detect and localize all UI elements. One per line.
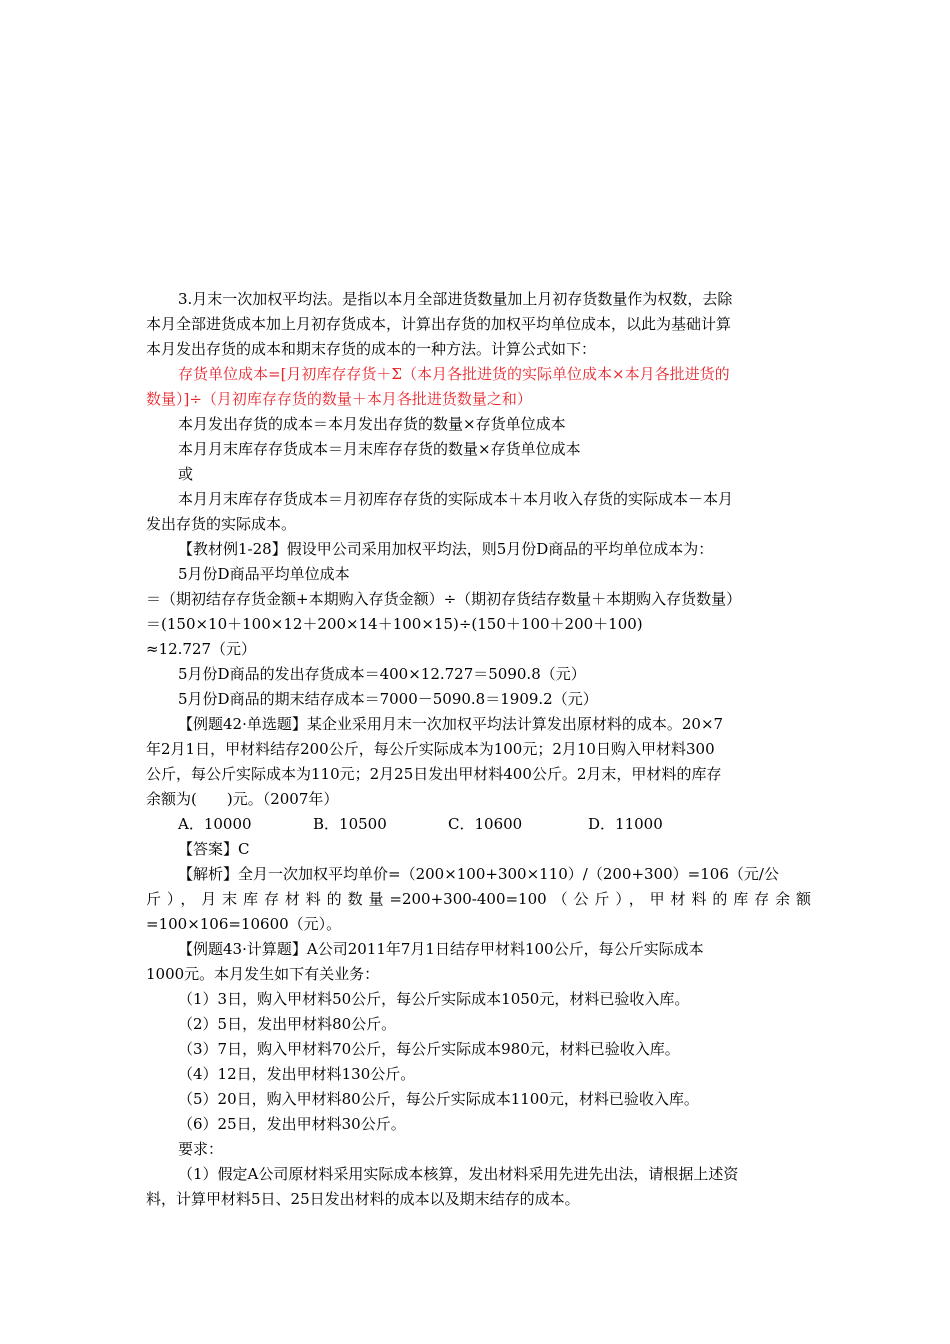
text-line: 本月发出存货的成本＝本月发出存货的数量×存货单位成本 [178,415,566,433]
text-line: 公斤，每公斤实际成本为110元；2月25日发出甲材料400公斤。2月末，甲材料的库存 [146,765,722,783]
text-line: （1）假定A公司原材料采用实际成本核算，发出材料采用先进先出法，请根据上述资 [178,1165,739,1183]
text-line: =100×106=10600（元）。 [146,915,342,933]
answer-options [146,812,811,837]
option-a: A．10000 [178,815,252,833]
text-line: （1）3日，购入甲材料50公斤，每公斤实际成本1050元，材料已验收入库。 [178,990,690,1008]
text-line: 本月月末库存存货成本＝月末库存存货的数量×存货单位成本 [178,440,581,458]
paragraph-block-examples [146,837,811,1212]
text-line: （2）5日，发出甲材料80公斤。 [178,1015,397,1033]
text-line: 【解析】全月一次加权平均单价=（200×100+300×110）/（200+300）=106（元/公 [178,865,779,883]
text-line: ＝(150×10＋100×12＋200×14＋100×15)÷(150＋100＋200＋100) [146,615,643,633]
option-b: B．10500 [313,815,387,833]
text-line: 【例题43·计算题】A公司2011年7月1日结存甲材料100公斤，每公斤实际成本 [178,940,704,958]
text-line: 存货单位成本=[月初库存存货＋Σ（本月各批进货的实际单位成本×本月各批进货的 [178,365,730,383]
text-line: 余额为( )元。（2007年） [146,790,339,808]
text-line: 料，计算甲材料5日、25日发出材料的成本以及期末结存的成本。 [146,1190,580,1208]
text-line: 或 [178,465,194,483]
text-line: （4）12日，发出甲材料130公斤。 [178,1065,416,1083]
text-line: 本月发出存货的成本和期末存货的成本的一种方法。计算公式如下： [146,340,597,358]
text-line: （5）20日，购入甲材料80公斤，每公斤实际成本1100元，材料已验收入库。 [178,1090,699,1108]
text-line: 数量）]÷（月初库存存货的数量＋本月各批进货数量之和） [146,390,532,408]
option-d: D．11000 [588,815,663,833]
document-body [146,287,811,1212]
text-line: 【答案】C [178,840,250,858]
text-line: 5月份D商品的发出存货成本＝400×12.727＝5090.8（元） [178,665,586,683]
text-line: （3）7日，购入甲材料70公斤，每公斤实际成本980元，材料已验收入库。 [178,1040,680,1058]
option-c: C．10600 [448,815,523,833]
text-line: 1000元。本月发生如下有关业务： [146,965,380,983]
text-line: （6）25日，发出甲材料30公斤。 [178,1115,406,1133]
text-line: ＝（期初结存存货金额+本期购入存货金额）÷（期初存货结存数量＋本期购入存货数量） [146,590,742,608]
text-line: 本月月末库存存货成本＝月初库存存货的实际成本＋本月收入存货的实际成本－本月 [178,490,734,508]
text-line: 【例题42·单选题】某企业采用月末一次加权平均法计算发出原材料的成本。20×7 [178,715,724,733]
text-line: 年2月1日，甲材料结存200公斤，每公斤实际成本为100元；2月10日购入甲材料300 [146,740,715,758]
text-line: ≈12.727（元） [146,640,257,658]
text-line: 5月份D商品的期末结存成本＝7000－5090.8＝1909.2（元） [178,690,598,708]
text-line: 发出存货的实际成本。 [146,515,297,533]
text-line: 【教材例1-28】假设甲公司采用加权平均法，则5月份D商品的平均单位成本为： [178,540,714,558]
text-line: 本月全部进货成本加上月初存货成本，计算出存货的加权平均单位成本，以此为基础计算 [146,315,732,333]
text-line: 3.月末一次加权平均法。是指以本月全部进货数量加上月初存货数量作为权数，去除 [178,290,733,308]
text-line: 5月份D商品平均单位成本 [178,565,350,583]
text-line: 斤），月末库存材料的数量=200+300-400=100（公斤），甲材料的库存余额 [146,890,811,908]
paragraph-block-method [146,287,811,812]
text-line: 要求： [178,1140,224,1158]
